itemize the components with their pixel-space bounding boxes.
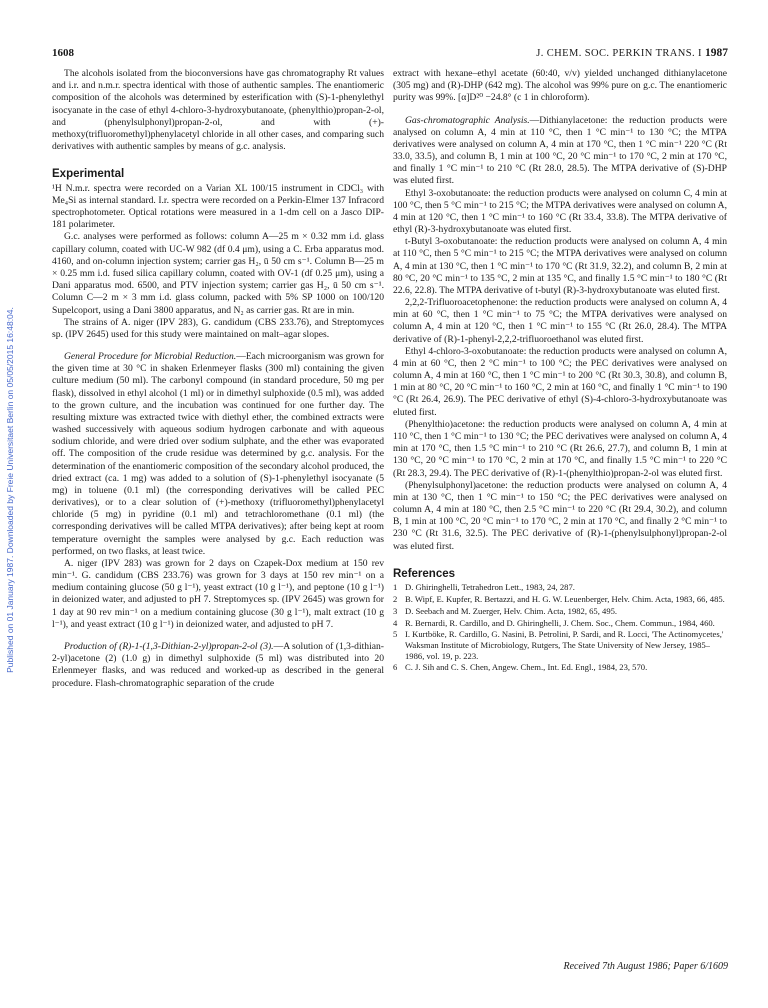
- experimental-paragraph-2: G.c. analyses were performed as follows: column A—25 m × 0.32 mm i.d. glass capillary column, coated with UC-W 982 (df 0.4 μm), using a C. Erba apparatus mod. 4160, and on-column injection system; carrier gas H₂, ū 50 cm s⁻¹. Column B—25 m × 0.25 mm i.d. fused silica capillary column, coated with OV-1 (df 0.25 μm), using a Dani apparatus mod. 6500, and PTV injection system; carrier gas H₂, ū 50 cm s⁻¹. Column C—2 m × 3 mm i.d. glass column, packed with 5% SP 1000 on 100/120 Supelcoport, using a Dani 3800 apparatus, and N₂ as carrier gas. Rt are in min.: [52, 231, 384, 316]
- gc-tbutyl-oxobutanoate: t-Butyl 3-oxobutanoate: the reduction products were analysed on column A, 4 min at 110 °C, then 5 °C min⁻¹ to 215 °C; the MTPA derivatives were analysed on column A, 4 min at 130 °C, then 1 °C min⁻¹ to 170 °C (Rt 31.9, 32.2), and column B, 2 min at 80 °C, 20 °C min⁻¹ to 135 °C, 2 min at 135 °C, and finally 1.5 °C min⁻¹ to 180 °C (Rt 22.6, 22.8). The MTPA derivative of t-butyl (R)-3-hydroxybutanoate was eluted first.: [393, 236, 727, 296]
- references-heading: References: [393, 567, 456, 580]
- gc-ethyl-oxobutanoate: Ethyl 3-oxobutanoate: the reduction products were analysed on column C, 4 min at 100 °C, then 5 °C min⁻¹ to 215 °C; the MTPA derivatives were analysed on column A, 4 min at 120 °C, then 1 °C min⁻¹ to 160 °C (Rt 33.4, 33.8). The MTPA derivative of ethyl (R)-3-hydroxybutanoate was eluted first.: [393, 187, 727, 236]
- reference-text: D. Seebach and M. Zuerger, Helv. Chim. Acta, 1982, 65, 495.: [405, 605, 618, 616]
- production-title: Production of (R)-1-(1,3-Dithian-2-yl)propan-2-ol (3).: [64, 640, 274, 652]
- reference-text: R. Bernardi, R. Cardillo, and D. Ghiringhelli, J. Chem. Soc., Chem. Commun., 1984, 460.: [405, 617, 715, 628]
- gc-phenylsulphonylacetone: (Phenylsulphonyl)acetone: the reduction products were analysed on column A, 4 min at 130 °C, then 1 °C min⁻¹ to 150 °C; the PEC derivatives were analysed on column A, 4 min at 180 °C, then 2.5 °C min⁻¹ to 220 °C (Rt 29.4, 30.2), and column B, 1 min at 100 °C, 20 °C min⁻¹ to 170 °C, 2 min at 170 °C, and finally 2 °C min⁻¹ to 230 °C (Rt 31.6, 32.5). The PEC derivative of (R)-1-(phenylsulphonyl)propan-2-ol was eluted first.: [393, 479, 727, 552]
- gc-analysis-paragraph: [393, 115, 727, 188]
- reference-number: 4: [393, 617, 398, 628]
- gc-analysis-text: —Dithianylacetone: the reduction products were analysed on column A, 4 min at 110 °C, then 1 °C min⁻¹ to 130 °C; the MTPA derivatives were analysed on column A, 4 min at 170 °C, then 1 °C min⁻¹ 220 °C (Rt 33.0, 33.5), and column B, 1 min at 100 °C, 20 °C min⁻¹ to 170 °C, 2 min at 170 °C, and finally 1 °C min⁻¹ to 210 °C (Rt 28.0, 28.5). The MTPA derivative of (S)-DHP was eluted first.: [393, 114, 727, 187]
- experimental-paragraph-3: The strains of A. niger (IPV 283), G. candidum (CBS 233.76), and Streptomyces sp. (IPV 2645) used for this study were maintained on malt–agar slopes.: [52, 316, 384, 340]
- reference-number: 1: [393, 582, 398, 593]
- production-paragraph: [52, 641, 384, 690]
- general-procedure-text: —Each microorganism was grown for the given time at 30 °C in shaken Erlenmeyer flasks (300 ml) containing the given culture medium (50 ml). The carbonyl compound (in standard procedure, 50 mg per flask), dissolved in ethyl alcohol (1 ml) or in dimethyl sulphoxide (0.5 ml), was added to the grown culture, and the incubation was continued for one further day. The resulting mixture was extracted twice with diethyl ether, the combined extracts were washed successively with aqueous sodium hydrogen carbonate and with aqueous sodium chloride, and were dried over sodium sulphate, and the ether was evaporated off. The composition of the crude residue was determined by g.c. analysis. For the determination of the enantiomeric composition of the secondary alcohol produced, the dried extract (ca. 1 mg) was added to a solution of (S)-1-phenylethyl isocyanate (5 mg) in toluene (0.1 ml) (the corresponding derivatives will be called PEC derivatives), or to a clear solution of (+)-methoxy (trifluoromethyl)phenylacetyl chloride (5 mg) in pyridine (0.1 ml) and tetrachloromethane (0.1 ml) (the corresponding derivatives will be called MTPA derivatives); after being kept at room temperature overnight the samples were analysed by g.c. Each reduction was performed, on two flasks, at least twice.: [52, 351, 384, 557]
- reference-text: D. Ghiringhelli, Tetrahedron Lett., 1983, 24, 287.: [405, 582, 575, 593]
- general-procedure-title: General Procedure for Microbial Reduction.: [64, 351, 237, 363]
- journal-name: J. CHEM. SOC. PERKIN TRANS. I: [536, 48, 702, 59]
- reference-list: [393, 582, 727, 673]
- reference-item: [393, 618, 727, 629]
- left-column: [52, 68, 384, 690]
- gc-trifluoroacetophenone: 2,2,2-Trifluoroacetophenone: the reduction products were analysed on column A, 4 min at 60 °C, then 1 °C min⁻¹ to 75 °C; the MTPA derivatives were analysed on column A, 4 min at 120 °C, then 1 °C min⁻¹ to 155 °C (Rt 26.0, 28.4). The MTPA derivative of (R)-1-phenyl-2,2,2-trifluoroethanol was eluted first.: [393, 297, 727, 345]
- download-watermark-text: Published on 01 January 1987. Downloaded by Freie Universitaet Berlin on 05/05/2015 16:48:04.: [5, 307, 15, 673]
- page-number: 1608: [52, 47, 74, 59]
- reference-text: I. Kurtböke, R. Cardillo, G. Nasini, B. Petrolini, P. Sardi, and R. Locci, 'The Actinomycetes,' Waksman Institute of Microbiology, Rutgers, The State University of New Jersey, 1985–1986, vol. 19, p. 223.: [405, 629, 724, 661]
- reference-item: [393, 662, 727, 673]
- download-watermark: [3, 160, 17, 820]
- reference-item: [393, 582, 727, 593]
- production-text: —A solution of (1,3-dithian-2-yl)acetone (2) (1.0 g) in dimethyl sulphoxide (5 ml) was distributed into 20 Erlenmeyer flasks, and was reduced and worked-up as described in the general procedure. Flash-chromatographic separation of the crude: [52, 640, 384, 689]
- culture-paragraph: A. niger (IPV 283) was grown for 2 days on Czapek-Dox medium at 150 rev min⁻¹. G. candidum (CBS 233.76) was grown for 3 days at 150 rev min⁻¹ on a medium containing glucose (50 g l⁻¹), yeast extract (10 g l⁻¹), and peptone (10 g l⁻¹) in deionized water, and adjusted to pH 7. Streptomyces sp. (IPV 2645) was grown for 1 day at 90 rev min⁻¹ on a medium containing glucose (30 g l⁻¹), malt extract (10 g l⁻¹), and yeast extract (10 g l⁻¹) in deionized water, and adjusted to pH 7.: [52, 557, 384, 630]
- experimental-heading: Experimental: [52, 168, 125, 181]
- reference-number: 3: [393, 605, 398, 616]
- running-header: [536, 47, 728, 59]
- reference-text: C. J. Sih and C. S. Chen, Angew. Chem., Int. Ed. Engl., 1984, 23, 570.: [405, 662, 648, 673]
- experimental-paragraph-1: ¹H N.m.r. spectra were recorded on a Varian XL 100/15 instrument in CDCl₃ with Me₄Si as internal standard. I.r. spectra were recorded on a Perkin-Elmer 137 Infracord spectrophotometer. Optical rotations were measured in a 1-dm cell on a Jasco DIP-181 polarimeter.: [52, 182, 384, 231]
- reference-text: B. Wipf, E. Kupfer, R. Bertazzi, and H. G. W. Leuenberger, Helv. Chim. Acta, 1983, 66, 485.: [405, 594, 725, 605]
- reference-number: 5: [393, 629, 398, 640]
- gc-ethyl-chloro-oxobutanoate: Ethyl 4-chloro-3-oxobutanoate: the reduction products were analysed on column A, 4 min at 60 °C, then 2 °C min⁻¹ to 100 °C; the PEC derivatives were analysed on column A, 4 min at 160 °C, then 1 °C min⁻¹ to 200 °C (Rt 30.3, 30.8), and column B, 1 min at 80 °C, 20 °C min⁻¹ to 160 °C, 2 min at 160 °C, and finally 1 °C min⁻¹ to 190 °C (Rt 26.4, 26.9). The PEC derivative of ethyl (S)-4-chloro-3-hydroxybutanoate was eluted first.: [393, 345, 727, 418]
- reference-item: [393, 606, 727, 617]
- reference-item: [393, 594, 727, 605]
- reference-number: 2: [393, 594, 398, 605]
- gc-phenylthioacetone: (Phenylthio)acetone: the reduction products were analysed on column A, 4 min at 110 °C, then 1 °C min⁻¹ to 130 °C; the PEC derivatives were analysed on column A, 4 min at 170 °C, then 1.5 °C min⁻¹ to 210 °C (Rt 26.6, 27.7), and column B, 1 min at 130 °C, 20 °C min⁻¹ to 170 °C, 2 min at 170 °C, and finally 1.5 °C min⁻¹ to 220 °C (Rt 28.3, 29.4). The PEC derivative of (R)-1-(phenylthio)propan-2-ol was eluted first.: [393, 418, 727, 479]
- right-column: [393, 68, 727, 674]
- received-date: Received 7th August 1986; Paper 6/1609: [563, 961, 728, 972]
- reference-number: 6: [393, 662, 398, 673]
- general-procedure-paragraph: [52, 351, 384, 558]
- journal-year: 1987: [705, 47, 728, 59]
- continuation-paragraph: extract with hexane–ethyl acetate (60:40, v/v) yielded unchanged dithianylacetone (305 mg) and (R)-DHP (642 mg). The alcohol was 99% pure on g.c. The enantiomeric purity was 99%. [α]D²⁰ −24.8° (c 1 in chloroform).: [393, 68, 727, 104]
- gc-analysis-title: Gas-chromatographic Analysis.: [405, 114, 530, 126]
- reference-item: [393, 629, 727, 661]
- intro-paragraph: The alcohols isolated from the bioconversions have gas chromatography Rt values and i.r. and n.m.r. spectra identical with those of authentic samples. The enantiomeric composition of the alcohols was determined by esterification with (S)-1-phenylethyl isocyanate in the case of ethyl 4-chloro-3-hydroxybutanoate, (phenylthio)propan-2-ol, and (phenylsulphonyl)propan-2-ol, and with (+)-methoxy(trifluoromethyl)phenylacetyl chloride in all other cases, and comparing such derivatives with authentic samples by means of g.c. analysis.: [52, 68, 384, 153]
